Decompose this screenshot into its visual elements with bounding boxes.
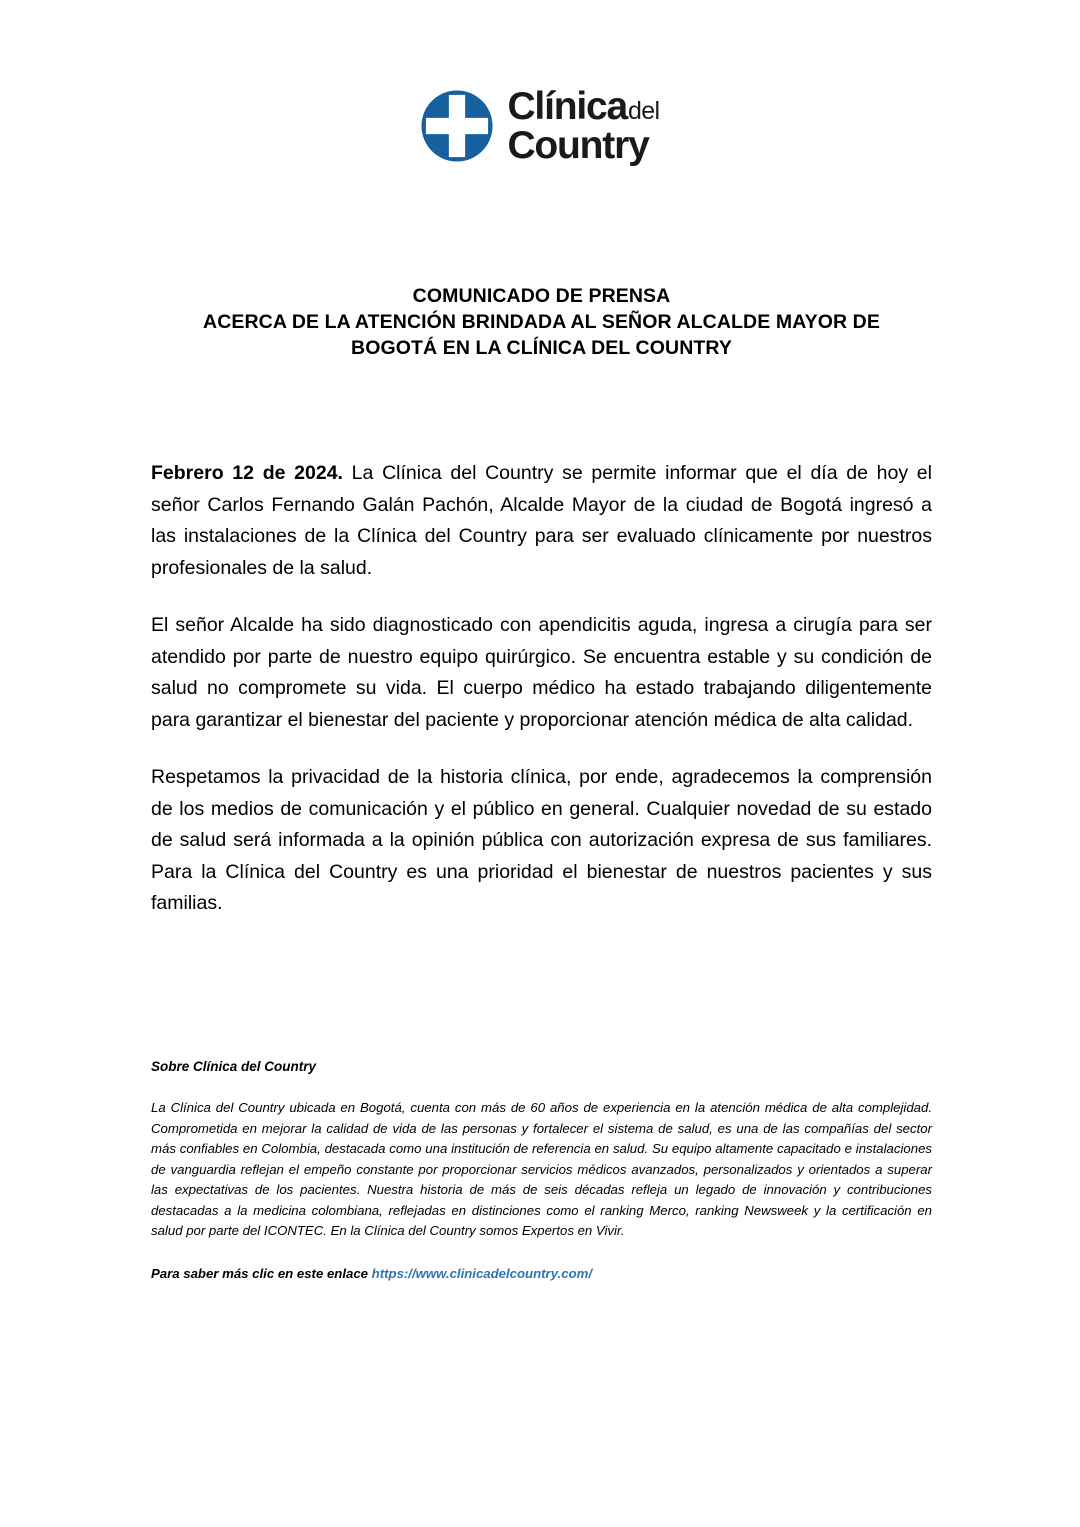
body-paragraph-3: Respetamos la privacidad de la historia clínica, por ende, agradecemos la comprensión de los medios de comunicación y el público en general. Cualquier novedad de su estado de salud será informada a la opinión pública con autorización expresa de sus familiares. Para la Clínica del Country es una prioridad el bienestar de nuestros pacientes y sus familias. xyxy=(151,766,932,914)
about-link-prefix: Para saber más clic en este enlace xyxy=(151,1265,372,1281)
medical-cross-circle-icon xyxy=(420,89,494,163)
logo-word-clinica: Clínica xyxy=(507,85,627,128)
body-paragraph-1 xyxy=(151,458,932,584)
clinic-website-link[interactable]: https://www.clinicadelcountry.com/ xyxy=(371,1265,592,1281)
logo-wordmark xyxy=(507,85,660,168)
body-paragraph-1-text: La Clínica del Country se permite informar que el día de hoy el señor Carlos Fernando Galán Pachón, Alcalde Mayor de la ciudad de Bogotá ingresó a las instalaciones de la Clínica del Country para ser evaluado clínicamente por nuestros profesionales de la salud. xyxy=(151,462,932,579)
logo-inner xyxy=(420,85,660,168)
title-line-3: BOGOTÁ EN LA CLÍNICA DEL COUNTRY xyxy=(351,337,732,359)
clinic-logo xyxy=(0,85,1080,168)
about-section xyxy=(151,1058,932,1284)
body-paragraph-2: El señor Alcalde ha sido diagnosticado con apendicitis aguda, ingresa a cirugía para ser atendido por parte de nuestro equipo quirúrgico. Se encuentra estable y su condición de salud no compromete su vida. El cuerpo médico ha estado trabajando diligentemente para garantizar el bienestar del paciente y proporcionar atención médica de alta calidad. xyxy=(151,614,932,731)
press-release-body xyxy=(151,458,932,920)
about-link-line xyxy=(151,1264,932,1285)
page-title xyxy=(151,283,932,361)
about-paragraph: La Clínica del Country ubicada en Bogotá, cuenta con más de 60 años de experiencia en la atención médica de alta complejidad. Comprometida en mejorar la calidad de vida de las personas y fortalecer el sistema de salud, es una de las compañías del sector más confiables en Colombia, destacada como una institución de referencia en salud. Su equipo altamente capacitado e instalaciones de vanguardia reflejan el empeño constante por proporcionar servicios médicos avanzados, personalizados y orientados a superar las expectativas de los pacientes. Nuestra historia de más de seis décadas refleja un legado de innovación y contribuciones destacadas a la medicina colombiana, reflejadas en distinciones como el ranking Merco, ranking Newsweek y la certificación en salud por parte del ICONTEC. En la Clínica del Country somos Expertos en Vivir. xyxy=(151,1100,932,1238)
release-date: Febrero 12 de 2024. xyxy=(151,462,343,484)
logo-word-country: Country xyxy=(507,124,649,168)
about-heading: Sobre Clínica del Country xyxy=(151,1059,317,1074)
logo-word-del: del xyxy=(627,97,660,125)
logo-wordmark-line-1 xyxy=(507,85,660,128)
title-line-2: ACERCA DE LA ATENCIÓN BRINDADA AL SEÑOR ALCALDE MAYOR DE xyxy=(203,311,880,333)
title-line-1: COMUNICADO DE PRENSA xyxy=(412,285,671,307)
